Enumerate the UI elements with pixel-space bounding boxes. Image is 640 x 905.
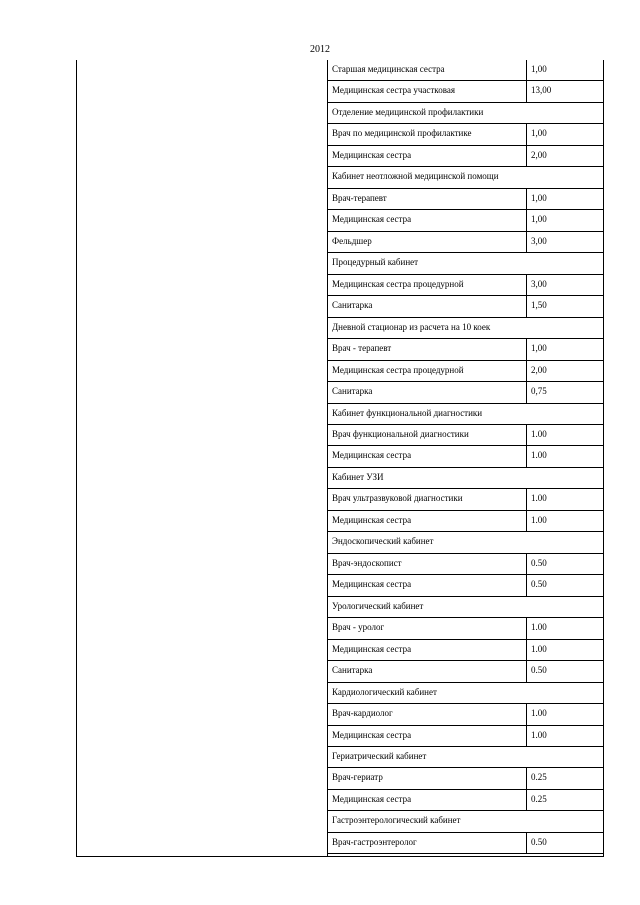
position-label: Врач-эндоскопист: [332, 557, 402, 568]
section-row: [328, 683, 604, 704]
section-row: [328, 404, 604, 425]
table-row: [328, 511, 604, 532]
position-label: Врач-кардиолог: [332, 708, 393, 719]
position-label: Медицинская сестра: [332, 793, 412, 804]
table-row: [328, 81, 604, 102]
rate-value: 13,00: [526, 81, 604, 101]
section-title: Кабинет неотложной медицинской помощи: [332, 171, 499, 182]
section-row: [328, 318, 604, 339]
rate-value: 0,75: [526, 382, 604, 402]
section-title: Дневной стационар из расчета на 10 коек: [332, 321, 491, 332]
rate-value: 1,00: [526, 60, 604, 80]
table-row: [328, 296, 604, 317]
page-header: 2012: [310, 44, 330, 55]
table-row: [328, 554, 604, 575]
rate-value: 2,00: [526, 361, 604, 381]
section-row: [328, 747, 604, 768]
rate-value: 0.50: [526, 554, 604, 574]
rate-value: 0.50: [526, 575, 604, 595]
section-row: [328, 103, 604, 124]
rate-value: 1.00: [526, 425, 604, 445]
section-row: [328, 532, 604, 553]
rate-value: 0.25: [526, 768, 604, 788]
position-label: Санитарка: [332, 300, 373, 311]
rate-value: 1,00: [526, 210, 604, 230]
table-row: [328, 232, 604, 253]
section-row: [328, 468, 604, 489]
position-label: Медицинская сестра: [332, 514, 412, 525]
section-title: Гастроэнтерологический кабинет: [332, 815, 461, 826]
rate-value: 1,00: [526, 189, 604, 209]
rate-value: 1.00: [526, 640, 604, 660]
table-row: [328, 575, 604, 596]
table-row: [328, 618, 604, 639]
table-row: [328, 382, 604, 403]
rate-value: 2,00: [526, 146, 604, 166]
rate-value: 0.50: [526, 833, 604, 853]
table-row: [328, 446, 604, 467]
table-row: [328, 146, 604, 167]
section-title: Кабинет функциональной диагностики: [332, 407, 483, 418]
position-label: Врач-терапевт: [332, 192, 387, 203]
section-row: [328, 811, 604, 832]
section-title: Гериатрический кабинет: [332, 751, 427, 761]
section-title: Эндоскопический кабинет: [332, 536, 434, 547]
rate-value: 1,00: [526, 124, 604, 144]
position-label: Врач - уролог: [332, 622, 385, 633]
table-row: [328, 661, 604, 682]
position-label: Врач - терапевт: [332, 343, 392, 354]
rate-value: 1.00: [526, 726, 604, 746]
table-row: [328, 425, 604, 446]
rate-value: 1,00: [526, 339, 604, 359]
section-row: [328, 167, 604, 188]
position-label: Врач ультразвуковой диагностики: [332, 493, 463, 504]
position-label: Медицинская сестра: [332, 149, 412, 160]
table-row: [328, 189, 604, 210]
position-label: Медицинская сестра: [332, 214, 412, 225]
position-label: Фельдшер: [332, 235, 372, 246]
rate-value: 0.25: [526, 790, 604, 810]
table-row: [328, 210, 604, 231]
position-label: Врач функциональной диагностики: [332, 428, 469, 439]
table-row: [328, 640, 604, 661]
table-row: [328, 339, 604, 360]
position-label: Медицинская сестра участковая: [332, 85, 455, 96]
table-row: [328, 361, 604, 382]
position-label: Врач по медицинской профилактике: [332, 128, 472, 139]
section-title: Процедурный кабинет: [332, 257, 419, 268]
position-label: Врач-гериатр: [332, 772, 383, 783]
table-row: [328, 275, 604, 296]
section-row: [328, 597, 604, 618]
position-label: Медицинская сестра: [332, 729, 412, 740]
rate-value: 1.00: [526, 618, 604, 638]
rate-value: 3,00: [526, 275, 604, 295]
position-label: Медицинская сестра процедурной: [332, 278, 464, 289]
table-row: [328, 768, 604, 789]
table-row: [328, 704, 604, 725]
position-label: Санитарка: [332, 665, 373, 676]
rate-value: 1.00: [526, 489, 604, 509]
rate-value: 0.50: [526, 661, 604, 681]
section-title: Урологический кабинет: [332, 600, 424, 611]
position-label: Врач-гастроэнтеролог: [332, 836, 417, 847]
table-row: [328, 790, 604, 811]
table-row: [328, 60, 604, 81]
position-label: Медицинская сестра процедурной: [332, 364, 464, 375]
section-row: [328, 253, 604, 274]
position-label: Медицинская сестра: [332, 450, 412, 461]
position-label: Санитарка: [332, 386, 373, 397]
rate-value: 3,00: [526, 232, 604, 252]
section-title: Кардиологический кабинет: [332, 686, 437, 697]
rate-value: 1.00: [526, 446, 604, 466]
table-row: [328, 489, 604, 510]
rate-value: 1,50: [526, 296, 604, 316]
section-title: Отделение медицинской профилактики: [332, 106, 484, 117]
rate-value: 1.00: [526, 704, 604, 724]
position-label: Медицинская сестра: [332, 643, 412, 654]
position-label: Медицинская сестра: [332, 579, 412, 590]
position-label: Старшая медицинская сестра: [332, 64, 445, 74]
table-row: [328, 833, 604, 854]
table-row: [328, 726, 604, 747]
section-title: Кабинет УЗИ: [332, 471, 384, 482]
rate-value: 1.00: [526, 511, 604, 531]
staffing-table: [328, 60, 604, 854]
table-row: [328, 124, 604, 145]
